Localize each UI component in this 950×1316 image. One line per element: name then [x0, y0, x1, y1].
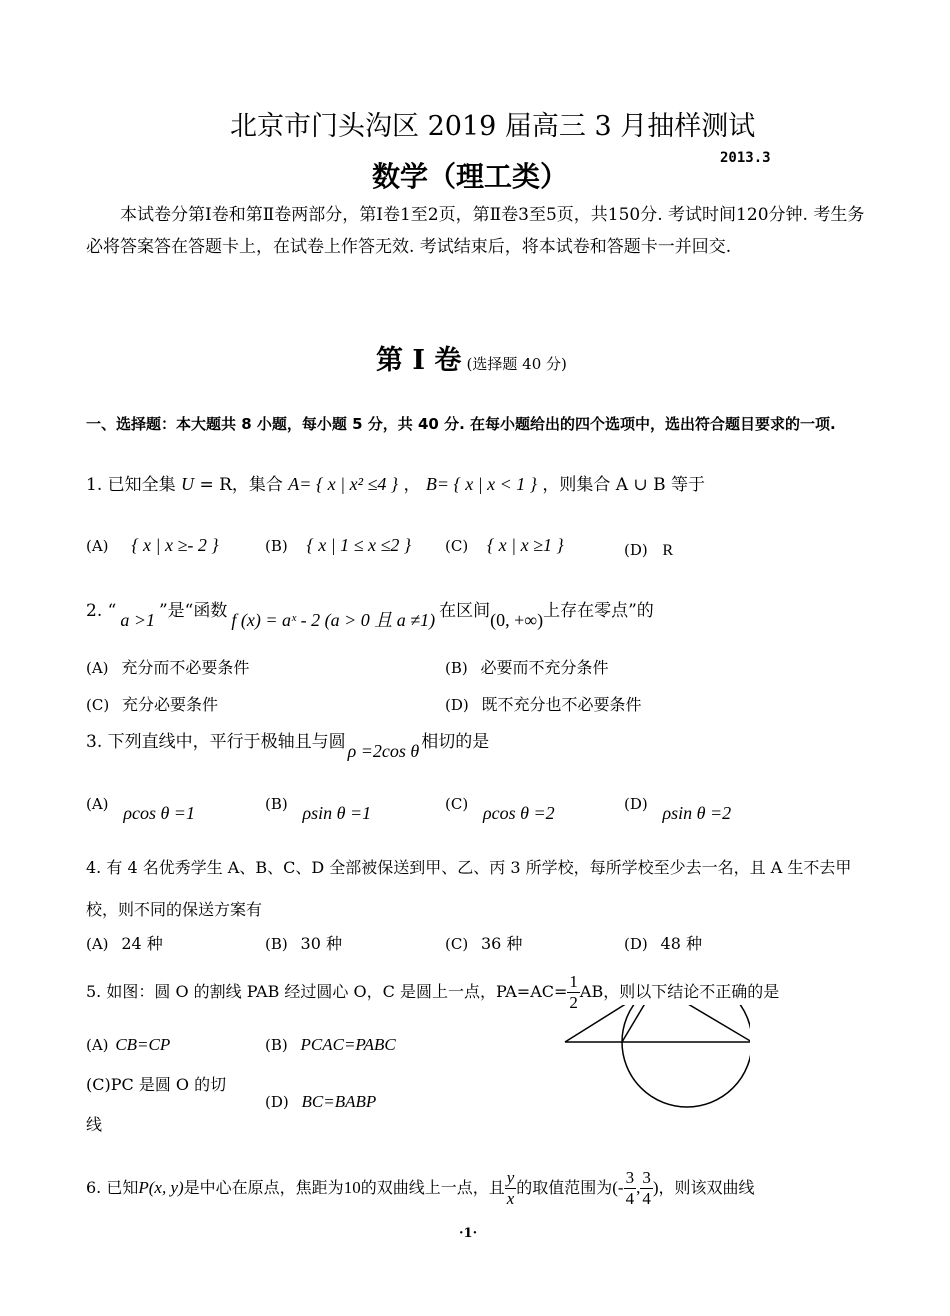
option-text: 充分必要条件 [121, 695, 218, 714]
q6-stem [86, 1168, 755, 1209]
q3-stem [86, 723, 489, 761]
q6-comma: , [636, 1178, 641, 1197]
q5-prefix: 5. 如图：圆 O 的割线 PAB 经过圆心 O，C 是圆上一点，PA=AC= [86, 982, 568, 1001]
option-label: (A) [86, 795, 109, 813]
option-text: 必要而不充分条件 [480, 658, 609, 677]
q6-fraction [505, 1168, 517, 1209]
q5-option-a [86, 1035, 170, 1055]
q1-comma: ， [403, 475, 421, 495]
intro-paragraph: 本试卷分第Ⅰ卷和第Ⅱ卷两部分，第Ⅰ卷1至2页，第Ⅱ卷3至5页，共150分. 考试时间120分钟. 考生务必将答案答在答题卡上，在试卷上作答无效. 考试结束后，将本试卷和答题卡一并回交. [86, 205, 865, 257]
option-label: (A) [86, 537, 109, 555]
q1-stem [86, 466, 705, 504]
q2-stem [86, 592, 654, 630]
q3-tail: 相切的是 [421, 732, 490, 752]
option-text: { x | 1 ≤ x ≤2 } [306, 535, 412, 555]
exam-date: 2013.3 [720, 150, 771, 166]
q2-option-b [445, 655, 609, 678]
q3-option-d [624, 793, 732, 823]
option-label: (D) [624, 541, 648, 559]
q2-tail1: 在区间 [439, 601, 491, 621]
q6-r2-den: 4 [642, 1189, 651, 1208]
option-text: BC=BABP [301, 1092, 377, 1111]
option-label: (A) [86, 935, 109, 953]
q1-eqr: = R，集合 [199, 475, 289, 495]
option-label: (B) [265, 795, 288, 813]
exam-subject: 数学（理工类） [372, 160, 569, 193]
option-label: (C) [445, 537, 469, 555]
q4-option-c [445, 931, 522, 954]
q1-option-a [86, 535, 219, 556]
option-text: 30 种 [300, 934, 342, 953]
q6-mid: 是中心在原点，焦距为 [183, 1178, 344, 1197]
q2-interval: (0, +∞) [490, 610, 544, 630]
q2-tail2: 上存在零点”的 [543, 601, 654, 621]
q6-range-close: ) [652, 1178, 659, 1197]
q2-cond: a >1 [120, 610, 155, 630]
q6-mid2: 的双曲线上一点，且 [360, 1178, 505, 1197]
q3-eq: ρ =2cos θ [347, 741, 420, 761]
q6-frac-den: x [506, 1189, 515, 1208]
section-title: 第 Ⅰ 卷 [376, 345, 462, 376]
circle-o [622, 1005, 750, 1107]
q4-option-a [86, 931, 163, 954]
q2-option-c [86, 692, 218, 715]
option-text: 既不充分也不必要条件 [481, 695, 642, 714]
q5-frac-den: 2 [569, 993, 578, 1012]
option-text: ρsin θ =2 [662, 803, 732, 823]
q2-option-a [86, 655, 249, 678]
q6-range-open: (- [612, 1178, 624, 1197]
q1-set-b: B= { x | x < 1 } [425, 474, 537, 494]
option-label: (D) [624, 795, 648, 813]
chord-cb [656, 1005, 750, 1042]
q4-option-d [624, 931, 702, 954]
part1-instructions: 一、选择题：本大题共 8 小题，每小题 5 分，共 40 分. 在每小题给出的四个选项中，选出符合题目要求的一项. [86, 415, 836, 433]
option-text: R [662, 542, 674, 559]
q3-option-a [86, 793, 195, 823]
q2-prefix: 2. “ [86, 601, 117, 621]
option-text: { x | x ≥- 2 } [131, 535, 219, 555]
option-label: (A) [86, 659, 109, 677]
option-label: (B) [265, 1036, 288, 1054]
option-text: ρsin θ =1 [302, 803, 372, 823]
option-text: ρcos θ =2 [482, 803, 555, 823]
q6-tail: ，则该双曲线 [658, 1178, 755, 1197]
q1-set-a: A= { x | x² ≤4 } [288, 474, 399, 494]
q5-tail: AB，则以下结论不正确的是 [579, 982, 780, 1001]
q1-tail: ，则集合 A ∪ B 等于 [542, 475, 706, 495]
q4-option-b [265, 931, 342, 954]
q2-mid: ”是“函数 [158, 601, 228, 621]
q5-option-c: (C)PC 是圆 O 的切 [86, 1075, 227, 1094]
q4-line2: 校，则不同的保送方案有 [86, 900, 263, 919]
q1-option-c [445, 535, 564, 556]
option-label: (C) [445, 935, 469, 953]
q1-option-d [624, 541, 673, 560]
q6-ten: 10 [343, 1178, 361, 1197]
q6-mid3: 的取值范围为 [516, 1178, 613, 1197]
option-text: CB=CP [115, 1035, 171, 1054]
q6-prefix: 6. 已知 [86, 1178, 139, 1197]
q3-option-b [265, 793, 372, 823]
exam-title: 北京市门头沟区 2019 届高三 3 月抽样测试 [230, 111, 756, 142]
q5-frac-num: 1 [569, 972, 578, 991]
option-label: (D) [445, 696, 469, 714]
option-label: (A) [86, 1036, 109, 1054]
q1-u: U [181, 474, 195, 494]
q1-option-b [265, 535, 411, 556]
option-text: ρcos θ =1 [123, 803, 195, 823]
q3-prefix: 3. 下列直线中，平行于极轴且与圆 [86, 732, 346, 752]
page-number: ·1· [459, 1226, 478, 1241]
option-label: (C) [445, 795, 469, 813]
option-text: { x | x ≥1 } [486, 535, 564, 555]
q6-r2-num: 3 [642, 1168, 651, 1187]
section-note: (选择题 40 分) [466, 355, 567, 373]
q6-r1-den: 4 [625, 1189, 635, 1208]
q4-line1: 4. 有 4 名优秀学生 A、B、C、D 全部被保送到甲、乙、丙 3 所学校，每所学校至少去一名，且 A 生不去甲 [86, 858, 852, 877]
section-heading [376, 338, 567, 377]
option-label: (B) [265, 935, 288, 953]
q5-figure [560, 1005, 750, 1125]
option-label: (B) [265, 537, 288, 555]
option-label: (B) [445, 659, 468, 677]
option-label: (D) [265, 1093, 289, 1111]
option-label: (C) [86, 696, 110, 714]
q3-option-c [445, 793, 555, 823]
option-text: PCAC=PABC [300, 1035, 396, 1054]
option-text: 36 种 [480, 934, 523, 953]
q2-option-d [445, 692, 642, 715]
chord-ca [622, 1005, 656, 1042]
q1-prefix: 1. 已知全集 [86, 475, 176, 495]
q2-func: f (x) = aˣ - 2 (a > 0 且 a ≠1) [231, 610, 436, 630]
option-label: (D) [624, 935, 648, 953]
q5-option-b [265, 1035, 396, 1055]
q5-option-c-cont: 线 [86, 1115, 103, 1134]
q6-frac-num: y [506, 1168, 515, 1187]
q6-point: P(x, y) [138, 1178, 184, 1197]
option-text: 充分而不必要条件 [121, 658, 250, 677]
q5-option-d [265, 1092, 376, 1112]
q6-range-frac-2 [640, 1168, 653, 1209]
q6-r1-num: 3 [625, 1168, 635, 1187]
option-text: 48 种 [660, 934, 702, 953]
tangent-pc [565, 1005, 656, 1042]
q6-range-frac-1 [624, 1168, 637, 1209]
option-text: 24 种 [121, 934, 163, 953]
